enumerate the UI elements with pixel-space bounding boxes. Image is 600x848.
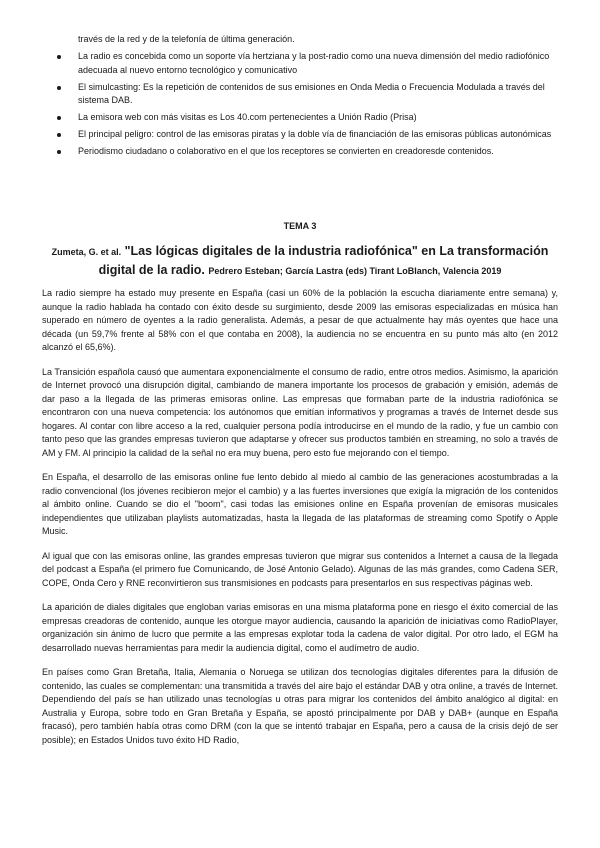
bullet-text: Periodismo ciudadano o colaborativo en el que los receptores se convierten en creadoresde contenidos. — [78, 146, 494, 156]
paragraph: En España, el desarrollo de las emisoras online fue lento debido al miedo al cambio de las generaciones acostumbradas a la radio convencional (los jóvenes recibieron mejor el cambio) y a las fuertes inversiones que exigía la migración de los contenidos al ámbito online. Cuando se dio el "boom", casi todas las emisiones online en España provenían de emisoras musicales independientes que utilizaban playlists automatizadas, hasta la llegada de las plataformas de streaming como Spotify o Apple Music. — [42, 472, 558, 536]
paragraph: En países como Gran Bretaña, Italia, Alemania o Noruega se utilizan dos tecnologías digitales diferentes para la difusión de contenido, las cuales se complementan: una transmitida a través del aire bajo el estándar DAB y otra online, a través de Internet. Dependiendo del país se han utilizado unas tecnologías u otras para migrar los contenidos del ámbito analógico al digital: en Australia y Europa, sobre todo en Gran Bretaña y España, se apostó principalmente por DAB y DAB+ (aunque en España fracasó), pero también había otras como DRM (con la que se intentó trabajar en España, pero a causa de la crisis dejó de ser posible); en Estados Unidos tuvo éxito HD Radio, — [42, 667, 558, 745]
heading-title: "Las lógicas digitales de la industria radiofónica" en La transformación digital de la radio. — [98, 244, 549, 277]
bullet-item — [42, 128, 562, 142]
paragraph: Al igual que con las emisoras online, las grandes empresas tuvieron que migrar sus contenidos a Internet a causa de la llegada del podcast a España (el primero fue Comunicando, de José Antonio Gelado). Algunas de las más grandes, como Cadena SER, COPE, Onda Cero y RNE reconvirtieron sus transmisiones en podcasts para presentarlos en sus respectivas páginas web. — [42, 550, 558, 588]
bullet-dot-icon — [57, 150, 61, 154]
bullet-item-continuation — [42, 33, 562, 47]
bullet-dot-icon — [57, 55, 61, 59]
bullet-text: La emisora web con más visitas es Los 40.com pertenecientes a Unión Radio (Prisa) — [78, 112, 417, 122]
paragraph: La Transición española causó que aumentara exponencialmente el consumo de radio, entre otros medios. Asimismo, la aparición de Internet provocó una disrupción digital, cambiando de manera importante los procesos de grabación y emisión, además de dar paso a la llegada de las primeras emisoras online. Las empresas que formaban parte de la industria radiofónica se encontraron con una nueva competencia: los autónomos que emitían informativos y programas a través de Internet desde sus hogares. Al contar con libre acceso a la red, cualquier persona podía introducirse en el mundo de la radio, y fue un cambio con tanto peso que las grandes empresas tuvieron que adaptarse y ofrecer sus productos también en streaming, no solo a través de AM y FM. Al principio la calidad de la señal no era muy buena, pero esto fue mejorando con el tiempo. — [42, 366, 558, 458]
paragraph: La radio siempre ha estado muy presente en España (casi un 60% de la población la escucha diariamente entre semana) y, aunque la radio hablada ha contado con éxito desde su surgimiento, desde 2009 las emisoras especializadas en música han superado en número de oyentes a la radio generalista. Además, a pesar de que actualmente hay más oyentes que hace una década (un 59,7% frente al 58% con el que contaba en 2008), la audiencia no se encuentra en su punto más alto (en 2012 alcanzó el 65,6%). — [42, 288, 558, 352]
bullet-text: El simulcasting: Es la repetición de contenidos de sus emisiones en Onda Media o Frecuencia Modulada a través del sistema DAB. — [78, 81, 545, 105]
section-label: TEMA 3 — [283, 221, 317, 231]
bullet-dot-icon — [57, 133, 61, 137]
heading-source: Pedrero Esteban; García Lastra (eds) Tirant LoBlanch, Valencia 2019 — [208, 266, 502, 276]
chapter-heading — [42, 242, 558, 280]
bullet-dot-icon — [57, 86, 61, 90]
bullet-item — [42, 50, 562, 77]
bullet-item — [42, 111, 562, 125]
bullet-list — [42, 33, 562, 162]
body-text — [42, 287, 558, 758]
paragraph: La aparición de diales digitales que engloban varias emisoras en una misma plataforma pone en riesgo el éxito comercial de las empresas creadoras de contenido, aunque les otorgue mayor audiencia, causando la aparición de iniciativas como RadioPlayer, organización sin ánimo de lucro que permite a las empresas explotar toda la cadena de valor digital. Por otro lado, el EGM ha desarrollado nuevas herramientas para medir la audiencia digital, como el audímetro de audio. — [42, 602, 558, 653]
heading-author: Zumeta, G. et al. — [51, 247, 122, 257]
bullet-text: La radio es concebida como un soporte vía hertziana y la post-radio como una nueva dimensión del medio radiofónico adecuada al nuevo entorno tecnológico y comunicativo — [78, 51, 550, 75]
bullet-text: El principal peligro: control de las emisoras piratas y la doble vía de financiación de las emisoras públicas autonómicas — [78, 129, 552, 139]
bullet-text: través de la red y de la telefonía de última generación. — [78, 34, 295, 44]
bullet-item — [42, 81, 562, 108]
bullet-item — [42, 145, 562, 159]
bullet-dot-icon — [57, 116, 61, 120]
